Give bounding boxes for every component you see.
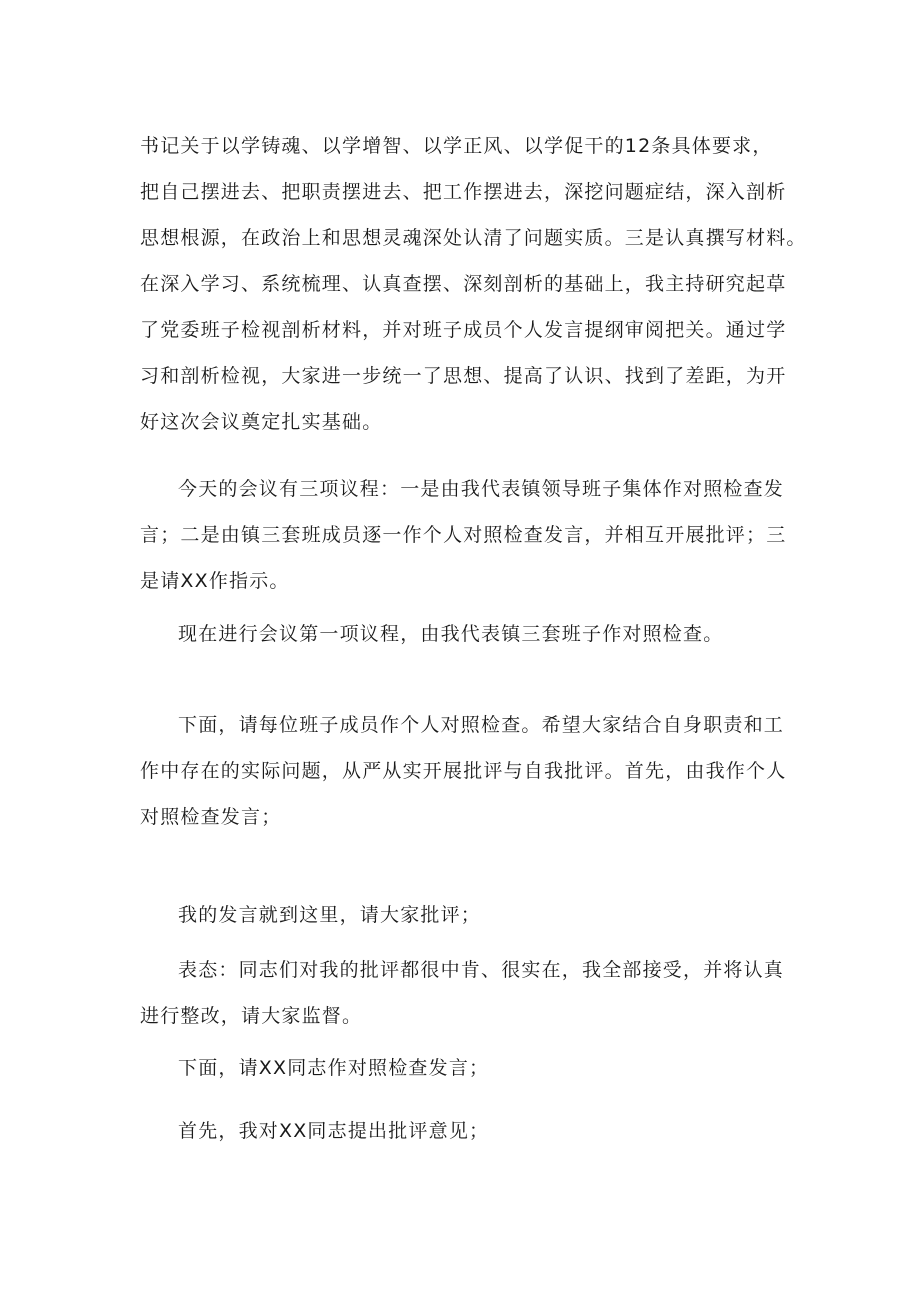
text-line: 我的发言就到这里，请大家批评； [178,904,482,926]
text-line: 首先，我对XX同志提出批评意见； [178,1120,490,1142]
text-line: 进行整改，请大家监督。 [140,1005,363,1027]
text-line: 是请XX作指示。 [140,570,290,592]
paragraph-speech-end [140,892,790,938]
paragraph-personal-check [140,702,790,840]
text-line: 把自己摆进去、把职责摆进去、把工作摆进去，深挖问题症结，深入剖析 [140,181,787,203]
paragraph-next-speaker [140,1045,790,1091]
text-line: 言；二是由镇三套班成员逐一作个人对照检查发言，并相互开展批评；三 [140,524,787,546]
text-line: 下面，请XX同志作对照检查发言； [178,1057,490,1079]
text-line: 现在进行会议第一项议程，由我代表镇三套班子作对照检查。 [178,623,724,645]
text-line: 今天的会议有三项议程：一是由我代表镇领导班子集体作对照检查发 [178,478,785,500]
text-line: 作中存在的实际问题，从严从实开展批评与自我批评。首先，由我作个人 [140,760,787,782]
text-line: 在深入学习、系统梳理、认真查摆、深刻剖析的基础上，我主持研究起草 [140,273,787,295]
text-line: 书记关于以学铸魂、以学增智、以学正风、以学促干的12条具体要求， [140,135,773,157]
paragraph-first-item [140,611,790,657]
text-line: 表态：同志们对我的批评都很中肯、很实在，我全部接受，并将认真 [178,959,785,981]
paragraph-1 [140,123,807,445]
text-line: 了党委班子检视剖析材料，并对班子成员个人发言提纲审阅把关。通过学 [140,319,787,341]
text-line: 下面，请每位班子成员作个人对照检查。希望大家结合自身职责和工 [178,714,785,736]
text-line: 对照检查发言； [140,806,282,828]
text-line: 好这次会议奠定扎实基础。 [140,411,383,433]
text-line: 习和剖析检视，大家进一步统一了思想、提高了认识、找到了差距，为开 [140,365,787,387]
paragraph-criticism [140,1108,790,1154]
text-line: 思想根源，在政治上和思想灵魂深处认清了问题实质。三是认真撰写材料。 [140,227,807,249]
paragraph-statement [140,947,790,1039]
paragraph-agenda [140,466,790,604]
